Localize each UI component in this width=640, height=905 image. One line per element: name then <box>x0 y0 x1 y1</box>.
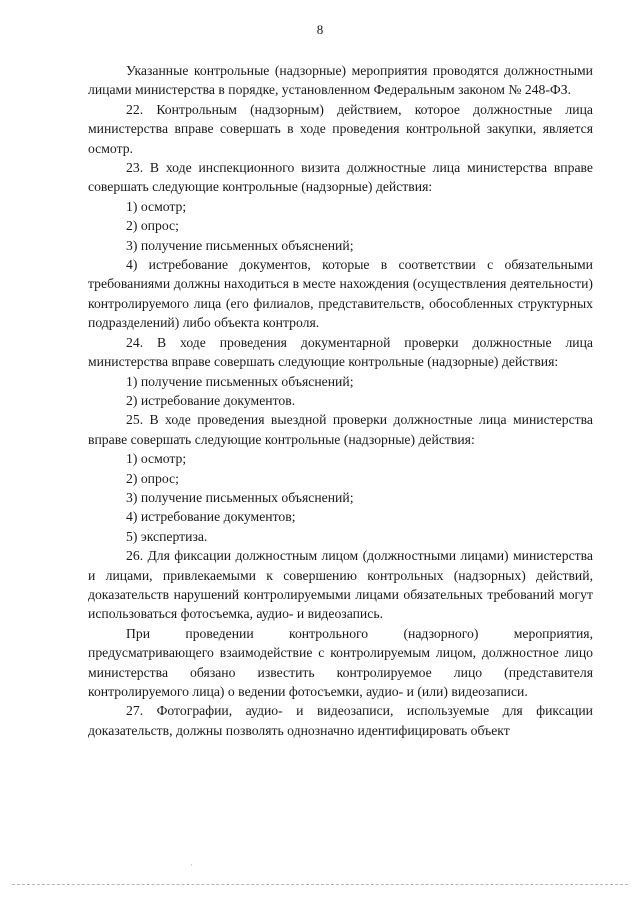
paragraph: 24. В ходе проведения документарной проверки должностные лица министерства вправе совершать следующие контрольные (надзорные) действия: <box>88 334 593 370</box>
list-item: 2) истребование документов. <box>126 392 296 408</box>
scan-mark: · <box>190 860 193 870</box>
list-item: 5) экспертиза. <box>126 528 208 544</box>
paragraph: При проведении контрольного (надзорного) мероприятия, предусматривающего взаимодействие с контролируемым лицом, должностное лицо министерства обязано известить контролируемое лицо (представителя контролируемого лица) о ведении фотосъемки, аудио- и (или) видеозаписи. <box>88 625 593 699</box>
paragraph: 26. Для фиксации должностным лицом (должностными лицами) министерства и лицами, привлекаемыми к совершению контрольных (надзорных) действий, доказательств нарушений контролируемыми лицами обязательных требований могут использоваться фотосъемка, аудио- и видеозапись. <box>88 548 593 622</box>
list-item: 3) получение письменных объяснений; <box>126 237 354 253</box>
list-item: 1) получение письменных объяснений; <box>126 373 354 389</box>
paragraph: Указанные контрольные (надзорные) мероприятия проводятся должностными лицами министерства в порядке, установленном Федеральным законом № 248-ФЗ. <box>88 63 593 98</box>
page-number: 8 <box>316 22 324 37</box>
paragraph: 27. Фотографии, аудио- и видеозаписи, используемые для фиксации доказательств, должны позволять однозначно идентифицировать объект <box>88 703 593 738</box>
paragraph: 23. В ходе инспекционного визита должностные лица министерства вправе совершать следующие контрольные (надзорные) действия: <box>88 160 593 195</box>
paragraph: 4) истребование документов, которые в соответствии с обязательными требованиями должны находиться в месте нахождения (осуществления деятельности) контролируемого лица (его филиалов, представительств, обособленных структурных подразделений) либо объекта контроля. <box>88 257 593 331</box>
paragraph: 25. В ходе проведения выездной проверки должностные лица министерства вправе совершать следующие контрольные (надзорные) действия: <box>88 412 593 447</box>
list-item: 2) опрос; <box>126 218 179 234</box>
list-item: 4) истребование документов; <box>126 509 296 525</box>
list-item: 2) опрос; <box>126 470 179 486</box>
list-item: 1) осмотр; <box>126 198 187 214</box>
scan-footer-line <box>12 884 628 885</box>
list-item: 1) осмотр; <box>126 451 187 467</box>
document-body <box>88 61 593 740</box>
paragraph: 22. Контрольным (надзорным) действием, которое должностные лица министерства вправе совершать в ходе проведения контрольной закупки, является осмотр. <box>88 101 593 156</box>
list-item: 3) получение письменных объяснений; <box>126 489 354 505</box>
